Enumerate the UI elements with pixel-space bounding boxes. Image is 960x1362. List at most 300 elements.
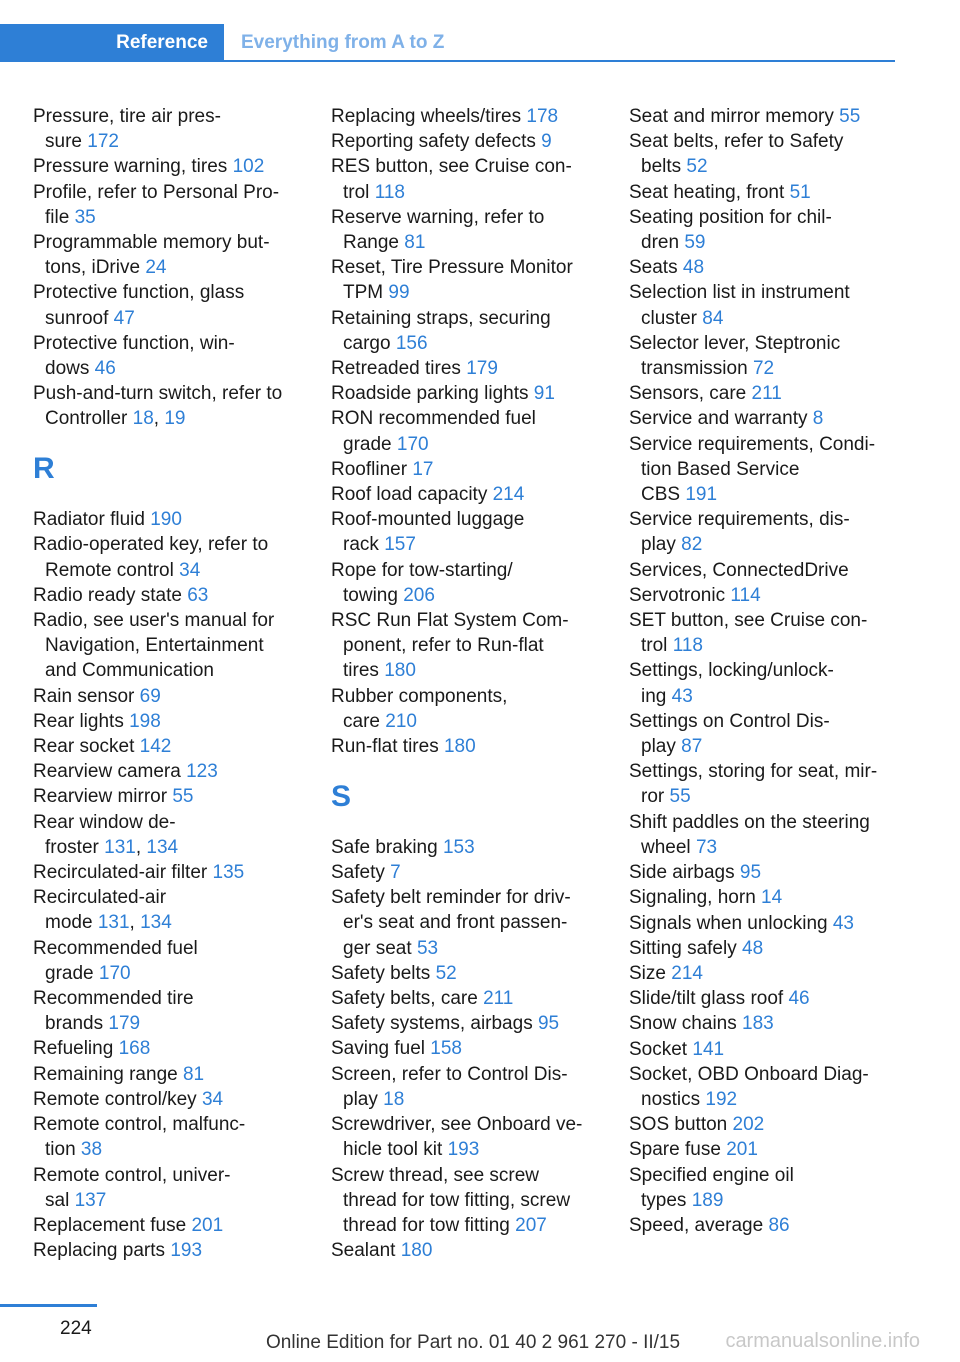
index-entry [331, 356, 606, 381]
entry-term: Seat heating, front [629, 181, 785, 203]
entry-term: Protective function, glass [33, 282, 245, 304]
entry-term: Radio-operated key, refer to [33, 534, 269, 556]
entry-term-continued: nostics [641, 1088, 701, 1110]
page-reference-link[interactable]: 38 [80, 1139, 103, 1161]
page-reference-link[interactable]: 82 [681, 534, 703, 556]
page-reference-link[interactable]: 52 [686, 156, 708, 178]
entry-term: Rearview camera [33, 761, 181, 783]
entry-term: Servotronic [629, 584, 726, 606]
page-reference-link[interactable]: 84 [702, 307, 724, 329]
entry-term: Speed, average [629, 1214, 764, 1236]
page-reference-link[interactable]: 46 [94, 358, 116, 380]
page-reference-link[interactable]: 87 [681, 736, 703, 758]
index-entry [629, 406, 904, 431]
entry-term: Recirculated-air filter [33, 862, 208, 884]
page-reference-link[interactable]: 55 [669, 786, 691, 808]
index-entry [629, 432, 904, 508]
index-entry [33, 986, 308, 1036]
entry-term-continued: sure [45, 131, 82, 153]
index-entry [331, 608, 606, 684]
index-entry [331, 835, 606, 860]
page-reference-link[interactable]: 141 [692, 1038, 725, 1060]
entry-term: Safety belts [331, 962, 431, 984]
page-reference-link[interactable]: 135 [212, 862, 245, 884]
entry-term: Roofliner [331, 458, 408, 480]
entry-term: Retreaded tires [331, 358, 461, 380]
page-reference-link[interactable]: 43 [832, 912, 854, 934]
entry-term: Pressure warning, tires [33, 156, 228, 178]
entry-term: Radio, see user's manual for [33, 610, 275, 632]
footer-rule [0, 1304, 97, 1307]
index-entry [629, 507, 904, 557]
entry-term: Programmable memory but- [33, 232, 270, 254]
entry-term: Protective function, win- [33, 332, 235, 354]
entry-term: Remote control, malfunc- [33, 1114, 246, 1136]
entry-term: Settings, locking/unlock- [629, 660, 834, 682]
entry-term: Recirculated-air [33, 887, 167, 909]
page-reference-link[interactable]: 134 [140, 912, 172, 934]
entry-term: SOS button [629, 1114, 728, 1136]
page-reference-link[interactable]: 55 [172, 786, 194, 808]
index-entry [331, 255, 606, 305]
entry-term: Side airbags [629, 862, 735, 884]
page-reference-link[interactable]: 168 [118, 1038, 151, 1060]
page-reference-link[interactable]: 180 [384, 660, 416, 682]
page-reference-link[interactable]: 55 [839, 106, 861, 127]
entry-term-continued: Range [343, 232, 399, 254]
page-reference-link[interactable]: 48 [682, 257, 705, 279]
page-reference-link[interactable]: 191 [685, 484, 718, 506]
entry-term: Signals when unlocking [629, 912, 828, 934]
entry-term: Signaling, horn [629, 887, 756, 909]
entry-term-continued: Controller [45, 408, 128, 430]
index-entry [629, 911, 904, 936]
edition-note: Online Edition for Part no. 01 40 2 961 270 - II/15 [266, 1332, 681, 1353]
page-reference-link[interactable]: 18 [132, 408, 154, 430]
entry-term: Rear window de- [33, 811, 176, 833]
index-column-1 [33, 104, 308, 1263]
page-reference-link[interactable]: 53 [416, 937, 439, 959]
index-entry [33, 1213, 308, 1238]
page-reference-link[interactable]: 202 [732, 1114, 765, 1136]
entry-term: Safety systems, airbags [331, 1013, 533, 1035]
page-reference-link[interactable]: 137 [74, 1189, 107, 1211]
page-reference-link[interactable]: 178 [526, 106, 559, 127]
index-entry [33, 860, 308, 885]
entry-term-continued: mode [45, 912, 93, 934]
entry-term: Replacing parts [33, 1240, 166, 1262]
page-reference-link[interactable]: 180 [443, 736, 476, 758]
index-entry [33, 1087, 308, 1112]
entry-term-continued: Navigation, Entertainment [45, 635, 264, 657]
entry-term: Rearview mirror [33, 786, 168, 808]
index-entry [629, 936, 904, 961]
entry-term: Remote control/key [33, 1088, 197, 1110]
page-reference-link[interactable]: 9 [541, 131, 552, 153]
page-reference-link[interactable]: 118 [374, 181, 405, 203]
page-reference-link[interactable]: 118 [672, 635, 703, 657]
index-entry [629, 709, 904, 759]
page-reference-link[interactable]: 170 [98, 962, 131, 984]
index-entry [331, 1036, 606, 1061]
entry-term-continued: ger seat [343, 937, 412, 959]
page-reference-link[interactable]: 206 [403, 584, 435, 606]
page-reference-link[interactable]: 52 [435, 962, 457, 984]
entry-term-continued: sal [45, 1189, 70, 1211]
entry-term: Settings, storing for seat, mir- [629, 761, 878, 783]
index-entry [331, 457, 606, 482]
index-entry [33, 936, 308, 986]
entry-term-continued: play [641, 534, 676, 556]
entry-term: Reserve warning, refer to [331, 206, 545, 228]
entry-term: Radio ready state [33, 584, 182, 606]
entry-term: Screwdriver, see Onboard ve- [331, 1114, 583, 1136]
entry-term: Service requirements, dis- [629, 509, 850, 531]
page-reference-link[interactable]: 69 [139, 685, 161, 707]
index-entry [331, 734, 606, 759]
entry-term: Roadside parking lights [331, 383, 529, 405]
entry-term-continued: care [343, 710, 380, 732]
entry-term: Seat belts, refer to Safety [629, 131, 844, 153]
entry-term: Retaining straps, securing [331, 307, 551, 329]
entry-term: Service requirements, Condi- [629, 433, 876, 455]
entry-term: RES button, see Cruise con- [331, 156, 572, 178]
entry-term: Safety [331, 862, 385, 884]
page-reference-link[interactable]: 43 [671, 685, 693, 707]
page-reference-link[interactable]: 201 [191, 1214, 224, 1236]
entry-term: RSC Run Flat System Com- [331, 610, 569, 632]
index-entry [331, 1062, 606, 1112]
page-reference-link[interactable]: 72 [752, 358, 775, 380]
page-reference-link[interactable]: 14 [761, 887, 783, 909]
entry-term: Recommended fuel [33, 937, 198, 959]
entry-term-continued: CBS [641, 484, 681, 506]
entry-term-continued: cargo [343, 332, 391, 354]
entry-term: Safe braking [331, 836, 438, 858]
index-entry [629, 759, 904, 809]
page-reference-link[interactable]: 46 [788, 988, 810, 1010]
index-entry [629, 583, 904, 608]
index-entry [629, 658, 904, 708]
entry-term: Replacement fuse [33, 1214, 187, 1236]
page-reference-link[interactable]: 193 [447, 1139, 480, 1161]
page-reference-link[interactable]: 201 [726, 1139, 758, 1161]
index-entry [629, 1037, 904, 1062]
entry-term-continued: tons, iDrive [45, 257, 141, 279]
page-reference-link[interactable]: 189 [691, 1189, 724, 1211]
page-reference-link[interactable]: 8 [812, 408, 824, 430]
page-reference-link[interactable]: 35 [74, 206, 96, 228]
entry-term-continued: tion [45, 1139, 76, 1161]
page-reference-link[interactable]: 183 [742, 1013, 774, 1035]
page-reference-link[interactable]: 214 [671, 962, 703, 984]
entry-term-continued: file [45, 206, 70, 228]
entry-term: Selector lever, Steptronic [629, 332, 841, 354]
entry-term: Roof-mounted luggage [331, 509, 525, 531]
index-entry [33, 1238, 308, 1263]
entry-term-continued: towing [343, 584, 398, 606]
page-reference-link[interactable]: 102 [232, 156, 265, 178]
index-entry [629, 1062, 904, 1112]
index-entry [331, 205, 606, 255]
index-entry [629, 1213, 904, 1238]
index-entry [33, 1062, 308, 1087]
page-reference-link[interactable]: 158 [430, 1038, 462, 1060]
page-reference-link[interactable]: 210 [385, 710, 417, 732]
index-entry [33, 331, 308, 381]
page-reference-link[interactable]: 24 [145, 257, 167, 279]
page-reference-link[interactable]: 211 [751, 383, 782, 405]
index-entry [33, 507, 308, 532]
index-entry [629, 255, 904, 280]
entry-term: Roof load capacity [331, 484, 488, 506]
page-reference-link[interactable]: 131 [104, 836, 136, 858]
index-entry [331, 154, 606, 204]
entry-term: Replacing wheels/tires [331, 106, 522, 127]
entry-term: Socket, OBD Onboard Diag- [629, 1063, 869, 1085]
entry-term: Run-flat tires [331, 736, 439, 758]
index-entry [33, 759, 308, 784]
page-reference-link[interactable]: 211 [483, 988, 514, 1010]
index-entry [33, 583, 308, 608]
index-entry [629, 180, 904, 205]
entry-term-continued: ponent, refer to Run-flat [343, 635, 544, 657]
entry-term: Sitting safely [629, 937, 737, 959]
page-reference-link[interactable]: 214 [492, 484, 525, 506]
index-entry [629, 608, 904, 658]
index-entry [33, 154, 308, 179]
page-reference-link[interactable]: 47 [113, 307, 135, 329]
index-entry [629, 986, 904, 1011]
page-reference-link[interactable]: 192 [705, 1088, 738, 1110]
entry-term-continued: froster [45, 836, 99, 858]
page-reference-link[interactable]: 51 [789, 181, 811, 203]
page-reference-link[interactable]: 63 [187, 584, 209, 606]
index-entry [331, 885, 606, 961]
entry-term: Remote control, univer- [33, 1164, 231, 1186]
index-entry [629, 860, 904, 885]
entry-term-continued: wheel [641, 836, 691, 858]
index-entry [629, 1112, 904, 1137]
page-reference-link[interactable]: 81 [182, 1063, 205, 1085]
index-entry [33, 104, 308, 154]
entry-term-continued: types [641, 1189, 687, 1211]
entry-term-continued: cluster [641, 307, 697, 329]
section-letter: R [33, 452, 55, 486]
index-entry [331, 1238, 606, 1263]
page-reference-link[interactable]: 156 [395, 332, 428, 354]
page-reference-link[interactable]: 193 [170, 1240, 203, 1262]
entry-term: Pressure, tire air pres- [33, 106, 221, 127]
page-reference-link[interactable]: 18 [383, 1088, 405, 1110]
entry-term-continued: tires [343, 660, 379, 682]
page-reference-link[interactable]: 157 [384, 534, 416, 556]
page-reference-link[interactable]: 86 [768, 1214, 790, 1236]
index-entry: Recirculated-air mode 131, 134 [33, 887, 172, 934]
page-reference-link[interactable]: 198 [129, 710, 161, 732]
entry-term: Safety belts, care [331, 988, 478, 1010]
entry-term: Saving fuel [331, 1038, 426, 1060]
entry-term-continued: brands [45, 1013, 104, 1035]
index-entry [629, 885, 904, 910]
index-entry [331, 507, 606, 557]
page-reference-link[interactable]: 99 [388, 282, 410, 304]
page-reference-link[interactable]: 179 [108, 1013, 141, 1035]
page-reference-link[interactable]: 34 [179, 559, 201, 581]
index-entry [331, 1112, 606, 1162]
entry-term: Spare fuse [629, 1139, 721, 1161]
index-entry [33, 1036, 308, 1061]
page-reference-link[interactable]: 48 [742, 937, 764, 959]
entry-term: Seats [629, 257, 678, 279]
index-entry [33, 230, 308, 280]
entry-term: Rear socket [33, 736, 135, 758]
entry-term-continued: rack [343, 534, 379, 556]
entry-term: Reporting safety defects [331, 131, 536, 153]
page-reference-link[interactable]: 179 [466, 358, 498, 380]
index-entry [331, 306, 606, 356]
page-reference-link[interactable]: 207 [515, 1214, 547, 1236]
entry-term: Services, ConnectedDrive [629, 559, 849, 581]
page-reference-link[interactable]: 95 [739, 862, 762, 884]
entry-term: Sensors, care [629, 383, 747, 405]
page-reference-link[interactable]: 91 [533, 383, 555, 405]
entry-term: Reset, Tire Pressure Monitor [331, 257, 573, 279]
entry-term-continued: thread for tow fitting [343, 1214, 510, 1236]
index-entry [33, 608, 308, 684]
entry-term: Push-and-turn switch, refer to [33, 383, 283, 405]
page-reference-link[interactable]: 131 [97, 912, 130, 934]
entry-term: RON recommended fuel [331, 408, 536, 430]
entry-term: Remaining range [33, 1063, 178, 1085]
entry-term: SET button, see Cruise con- [629, 610, 868, 632]
entry-term: Seating position for chil- [629, 206, 832, 228]
page-reference-link[interactable]: 114 [730, 584, 761, 606]
entry-term-continued: tion Based Service [641, 458, 800, 480]
index-entry [33, 784, 308, 809]
index-entry [629, 1011, 904, 1036]
entry-term-continued: trol [641, 635, 668, 657]
index-entry: Rear window de- froster 131, 134 [33, 811, 179, 858]
entry-term: Rope for tow-starting/ [331, 559, 513, 581]
entry-term-continued: trol [343, 181, 370, 203]
page-reference-link[interactable]: 17 [412, 458, 434, 480]
section-subtitle: Everything from A to Z [241, 32, 445, 53]
page-number: 224 [60, 1318, 92, 1339]
index-entry [331, 961, 606, 986]
index-entry [331, 482, 606, 507]
entry-term: Size [629, 962, 666, 984]
entry-term: Radiator fluid [33, 509, 145, 531]
section-letter: S [331, 779, 352, 813]
index-entry [331, 406, 606, 456]
page-reference-link[interactable]: 172 [87, 131, 119, 153]
entry-term-continued: transmission [641, 358, 748, 380]
entry-term-continued: TPM [343, 282, 384, 304]
entry-term-continued: dren [641, 232, 680, 254]
index-entry [629, 810, 904, 860]
page-reference-link[interactable]: 134 [146, 836, 179, 858]
index-column-2 [331, 104, 606, 1263]
index-entry [331, 558, 606, 608]
index-entry [331, 1011, 606, 1036]
index-entry [33, 532, 308, 582]
index-entry [33, 734, 308, 759]
entry-term-continued: play [641, 736, 676, 758]
entry-term: Settings on Control Dis- [629, 710, 830, 732]
entry-term: Screen, refer to Control Dis- [331, 1063, 568, 1085]
index-entry [629, 280, 904, 330]
entry-term-continued: thread for tow fitting, screw [343, 1189, 571, 1211]
entry-term-continued: play [343, 1088, 378, 1110]
entry-term: Rubber components, [331, 685, 508, 707]
page-reference-link[interactable]: 180 [400, 1240, 433, 1262]
entry-term-continued: grade [343, 433, 392, 455]
index-entry: Push-and-turn switch, refer to Controller 18, 19 [33, 383, 283, 430]
entry-term-continued: Remote control [45, 559, 174, 581]
page-reference-link[interactable]: 170 [396, 433, 429, 455]
entry-term: Service and warranty [629, 408, 808, 430]
entry-term: Rear lights [33, 710, 124, 732]
index-entry [331, 986, 606, 1011]
page-reference-link[interactable]: 153 [442, 836, 475, 858]
entry-term: Recommended tire [33, 988, 194, 1010]
page-reference-link[interactable]: 123 [186, 761, 218, 783]
entry-term: Screw thread, see screw [331, 1164, 540, 1186]
page-reference-link[interactable]: 190 [150, 509, 182, 531]
entry-term: Profile, refer to Personal Pro- [33, 181, 280, 203]
entry-term: Seat and mirror memory [629, 106, 834, 127]
index-entry [629, 129, 904, 179]
page-reference-link[interactable]: 81 [404, 232, 426, 254]
entry-term-continued: ing [641, 685, 667, 707]
page-reference-link[interactable]: 19 [164, 408, 186, 430]
page-reference-link[interactable]: 59 [684, 232, 706, 254]
index-entry [629, 961, 904, 986]
page-reference-link[interactable]: 142 [139, 736, 172, 758]
index-entry [629, 104, 904, 129]
entry-term: Selection list in instrument [629, 282, 850, 304]
index-column-3 [629, 104, 904, 1238]
index-entry [331, 104, 606, 129]
index-entry [629, 381, 904, 406]
index-entry [629, 331, 904, 381]
index-entry [331, 381, 606, 406]
entry-term: Safety belt reminder for driv- [331, 887, 571, 909]
page-reference-link[interactable]: 34 [201, 1088, 224, 1110]
entry-term: Slide/tilt glass roof [629, 988, 784, 1010]
entry-term-continued: sunroof [45, 307, 109, 329]
entry-term-continued: belts [641, 156, 682, 178]
entry-term-continued: hicle tool kit [343, 1139, 443, 1161]
index-entry [331, 129, 606, 154]
index-entry [33, 180, 308, 230]
page-reference-link[interactable]: 7 [390, 862, 401, 884]
index-entry [33, 1112, 308, 1162]
index-entry [629, 205, 904, 255]
entry-term-continued: ror [641, 786, 665, 808]
entry-term-continued: er's seat and front passen- [343, 912, 568, 934]
index-entry [629, 1137, 904, 1162]
entry-term: Specified engine oil [629, 1164, 794, 1186]
entry-term: Rain sensor [33, 685, 135, 707]
watermark: carmanualsonline.info [725, 1330, 920, 1352]
page-reference-link[interactable]: 73 [695, 836, 718, 858]
entry-term-continued: grade [45, 962, 94, 984]
page-reference-link[interactable]: 95 [537, 1013, 560, 1035]
entry-term: Sealant [331, 1240, 396, 1262]
index-entry [33, 684, 308, 709]
